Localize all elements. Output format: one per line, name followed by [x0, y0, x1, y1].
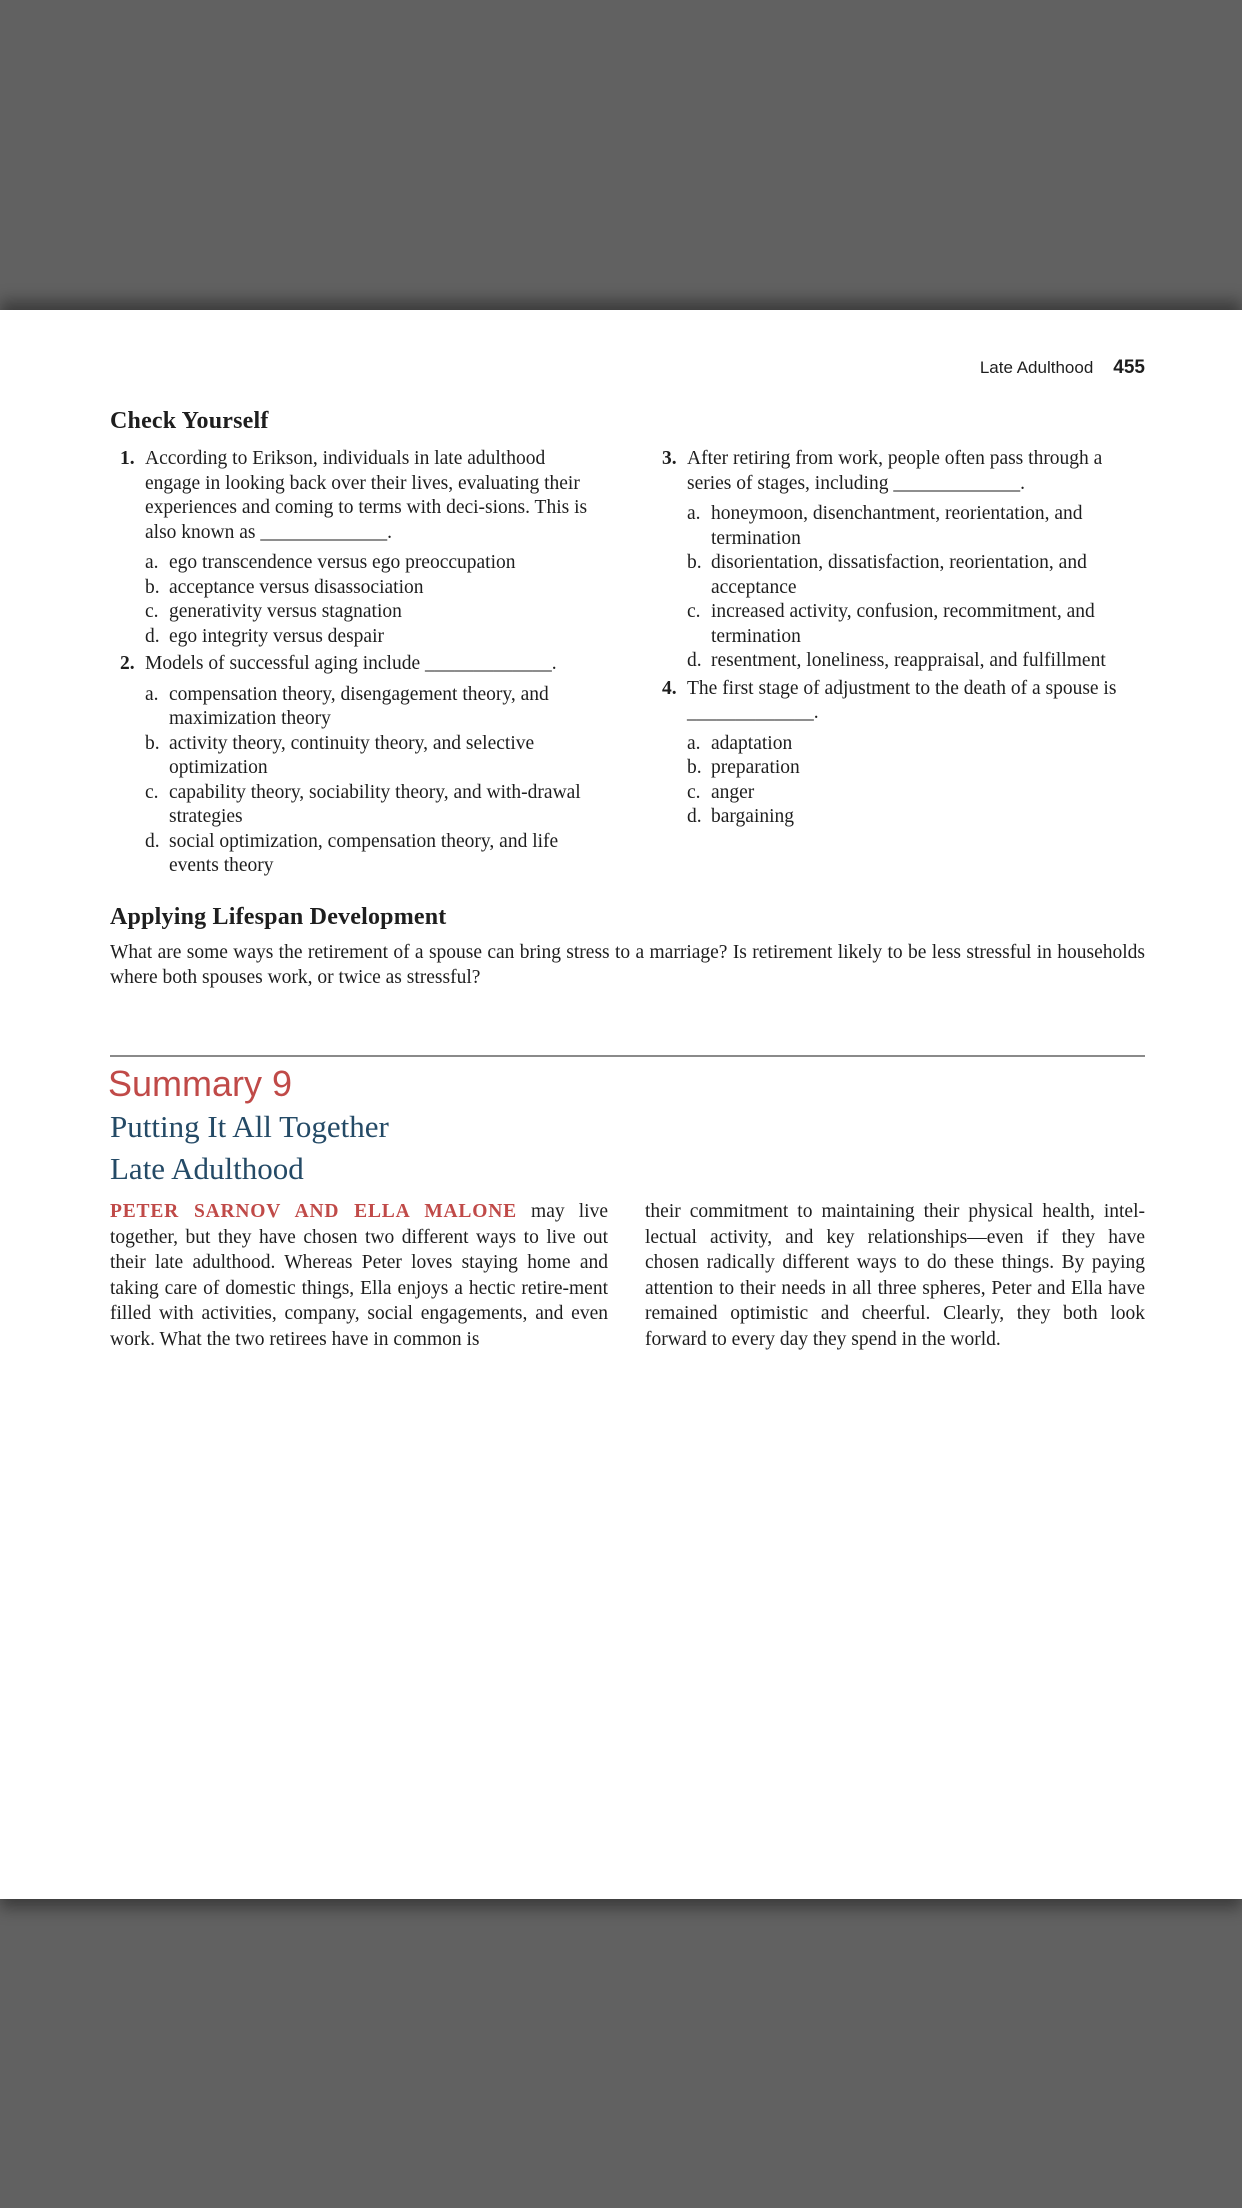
option-letter: c. [687, 781, 701, 803]
check-yourself-heading: Check Yourself [110, 408, 269, 434]
answer-option [145, 576, 600, 601]
answer-option [145, 551, 600, 576]
question-3 [662, 447, 1147, 674]
question-1 [120, 447, 600, 649]
answer-options [687, 732, 1147, 830]
summary-label: Summary 9 [108, 1063, 293, 1104]
answer-option [145, 600, 600, 625]
option-letter: a. [687, 732, 701, 754]
answer-option [145, 830, 600, 879]
option-text: activity theory, continuity theory, and selective optimization [169, 732, 535, 778]
question-number: 1. [120, 448, 135, 469]
question-text: Models of successful aging include _____________. [145, 653, 557, 674]
option-text: disorientation, dissatisfaction, reorientation, and acceptance [711, 552, 1087, 598]
option-letter: b. [145, 576, 160, 598]
option-letter: d. [145, 625, 160, 647]
option-text: anger [711, 781, 755, 803]
option-text: preparation [711, 757, 800, 778]
running-head [980, 357, 1145, 379]
answer-option [145, 781, 600, 830]
option-letter: d. [687, 806, 702, 827]
option-text: ego transcendence versus ego preoccupation [169, 552, 516, 573]
section-divider [110, 1055, 1145, 1057]
questions-right-column [662, 447, 1147, 833]
book-page [0, 310, 1242, 1899]
answer-option [687, 600, 1147, 649]
option-letter: b. [687, 757, 702, 778]
question-text: According to Erikson, individuals in late adulthood engage in looking back over their lives, evaluating their experiences and coming to terms with deci-sions. This is also known as _____________. [145, 448, 588, 543]
answer-option [687, 502, 1147, 551]
answer-option [687, 649, 1147, 674]
answer-option [687, 732, 1147, 757]
question-text: After retiring from work, people often pass through a series of stages, including _____________. [687, 448, 1103, 494]
question-number: 3. [662, 448, 677, 469]
option-text: bargaining [711, 806, 795, 827]
summary-body-left [110, 1199, 608, 1352]
answer-option [687, 805, 1147, 830]
answer-option [145, 625, 600, 650]
option-text: honeymoon, disenchantment, reorientation, and termination [711, 503, 1083, 549]
option-letter: c. [687, 601, 701, 622]
option-letter: b. [145, 732, 160, 754]
option-letter: d. [145, 830, 160, 852]
summary-chapter-title: Late Adulthood [110, 1151, 304, 1186]
applying-question-text: What are some ways the retirement of a spouse can bring stress to a marriage? Is retirement likely to be less stressful in households where both spouses work, or twice as stressful? [110, 942, 1145, 988]
option-text: acceptance versus disassociation [169, 576, 424, 598]
option-text: increased activity, confusion, recommitment, and termination [711, 601, 1095, 647]
option-text: capability theory, sociability theory, and with-drawal strategies [169, 781, 581, 827]
answer-option [687, 781, 1147, 806]
applying-heading: Applying Lifespan Development [110, 904, 447, 930]
summary-subtitle: Putting It All Together [110, 1109, 389, 1144]
page-number: 455 [1113, 357, 1145, 378]
question-number: 2. [120, 653, 135, 674]
option-letter: c. [145, 601, 159, 622]
option-letter: b. [687, 552, 702, 573]
option-text: compensation theory, disengagement theory, and maximization theory [169, 683, 549, 729]
option-letter: a. [145, 683, 159, 705]
answer-options [145, 683, 600, 879]
answer-option [145, 683, 600, 732]
question-4 [662, 677, 1147, 830]
summary-names-lead-in: PETER SARNOV AND ELLA MALONE [110, 1201, 517, 1222]
question-2 [120, 652, 600, 879]
answer-option [687, 551, 1147, 600]
option-text: ego integrity versus despair [169, 625, 384, 647]
question-text: The first stage of adjustment to the death of a spouse is _____________. [687, 677, 1117, 723]
answer-option [145, 732, 600, 781]
option-text: adaptation [711, 732, 793, 754]
question-number: 4. [662, 677, 677, 699]
option-letter: c. [145, 781, 159, 803]
answer-options [145, 551, 600, 649]
answer-option [687, 756, 1147, 781]
running-head-chapter: Late Adulthood [979, 358, 1094, 377]
option-letter: a. [145, 552, 159, 573]
option-letter: a. [687, 503, 701, 524]
option-letter: d. [687, 650, 702, 671]
summary-body-right: their commitment to maintaining their physical health, intel-lectual activity, and key relationships—even if they have chosen radically different ways to do these things. By paying attention to their needs in all three spheres, Peter and Ella have remained optimistic and cheerful. Clearly, they both look forward to every day they spend in the world. [645, 1201, 1145, 1350]
option-text: resentment, loneliness, reappraisal, and fulfillment [711, 650, 1106, 671]
summary-left-text: may live together, but they have chosen two different ways to live out their late adulthood. Whereas Peter loves staying home and taking care of domestic things, Ella enjoys a hectic retire-ment filled with activities, company, social engagements, and even work. What the two retirees have in common is [110, 1201, 608, 1350]
answer-options [687, 502, 1147, 674]
option-text: generativity versus stagnation [169, 601, 402, 622]
option-text: social optimization, compensation theory, and life events theory [169, 830, 559, 876]
questions-left-column [120, 447, 600, 882]
